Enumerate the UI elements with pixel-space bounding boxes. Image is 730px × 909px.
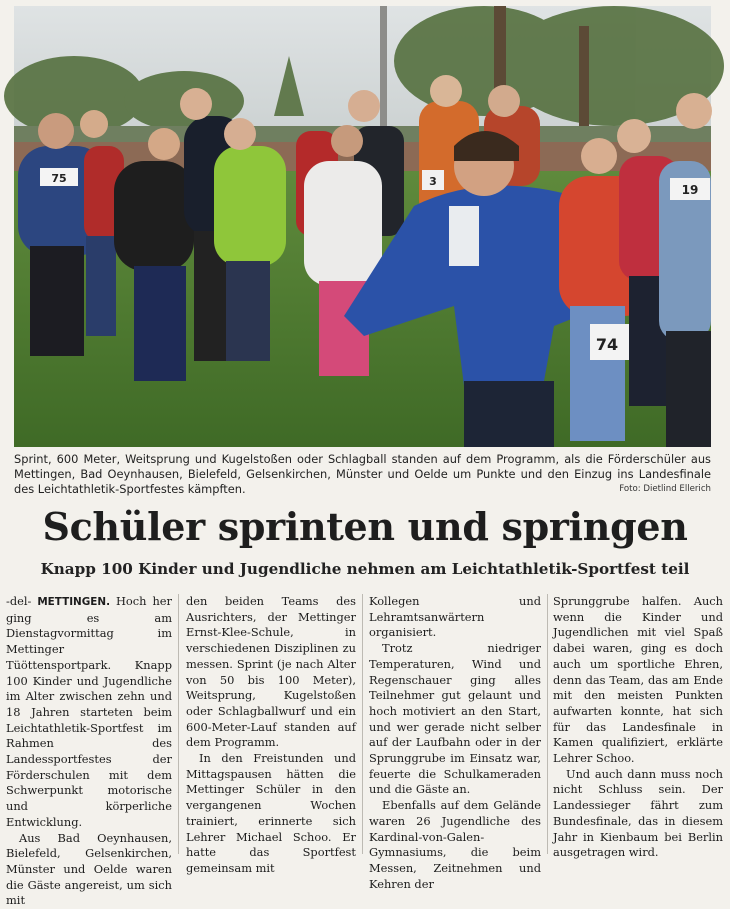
article-photo xyxy=(14,6,711,447)
paragraph: Kollegen und Lehramtsanwärtern organisiert. xyxy=(369,594,541,640)
column-divider xyxy=(547,594,548,854)
paragraph: Ebenfalls auf dem Gelände waren 26 Jugendliche des Kardinal-von-Galen-Gymnasiums, die beim Messen, Zeitnehmen und Kehren der xyxy=(369,798,541,891)
dateline-location: METTINGEN. xyxy=(37,596,111,608)
article-column-4 xyxy=(553,594,723,860)
bib-number: 74 xyxy=(595,335,619,354)
subheadline: Knapp 100 Kinder und Jugendliche nehmen am Leichtathletik-Sportfest teil xyxy=(40,560,690,578)
paragraph: Und auch dann muss noch nicht Schluss sein. Der Landessieger fährt zum Bundesfinale, das in diesem Jahr in Kienbaum bei Berlin ausgetragen wird. xyxy=(553,766,723,860)
bib-number: 19 xyxy=(681,183,699,197)
bib-number: 75 xyxy=(51,172,67,185)
photo-credit: Foto: Dietlind Ellerich xyxy=(619,484,711,494)
paragraph: Aus Bad Oeynhausen, Bielefeld, Gelsenkirchen, Münster und Oelde waren die Gäste angereist, um sich mit xyxy=(6,830,172,908)
bib-number: 3 xyxy=(429,175,437,188)
paragraph: In den Freistunden und Mittagspausen hätten die Mettinger Schüler in den vergangenen Wochen trainiert, erinnerte sich Lehrer Michael Schoo. Er hatte das Sportfest gemeinsam mit xyxy=(186,751,356,875)
photo-illustration xyxy=(14,6,711,447)
paragraph: den beiden Teams des Ausrichters, der Mettinger Ernst-Klee-Schule, in verschiedenen Disziplinen zu messen. Sprint (je nach Alter von 50 bis 100 Meter), Weitsprung, Kugelstoßen oder Schlagballwurf und ein 600-Meter-Lauf standen auf dem Programm. xyxy=(186,594,356,750)
paragraph: Trotz niedriger Temperaturen, Wind und Regenschauer ging alles Teilnehmer gut gelaunt und hoch motiviert an den Start, und wer gerade nicht selber auf der Laufbahn oder in der Sprunggrube im Einsatz war, feuerte die Schulkameraden und die Gäste an. xyxy=(369,641,541,797)
dateline-prefix: -del- xyxy=(6,594,32,608)
paragraph: Hoch her ging es am Dienstagvormittag im Mettinger Tüöttensportpark. Knapp 100 Kinder und Jugendliche im Alter zwischen zehn und 18 Jahren starteten beim Leichtathletik-Sportfest im Rahmen des Landessportfestes der Förderschulen mit dem Schwerpunkt motorische und körperliche Entwicklung. xyxy=(6,594,172,829)
article-column-2 xyxy=(186,594,356,875)
headline: Schüler sprinten und springen xyxy=(42,504,688,549)
article-column-1 xyxy=(6,594,172,908)
paragraph: Sprunggrube halfen. Auch wenn die Kinder und Jugendlichen mit viel Spaß dabei waren, ging es doch auch um sportliche Ehren, denn das Team, das am Ende mit den meisten Punkten aufwarten konnte, hat sich für das Landesfinale in Kamen qualifiziert, erklärte Lehrer Schoo. xyxy=(553,594,723,766)
article-column-3 xyxy=(369,594,541,891)
photo-caption: Sprint, 600 Meter, Weitsprung und Kugelstoßen oder Schlagball standen auf dem Programm, als die Förderschüler aus Mettingen, Bad Oeynhausen, Bielefeld, Gelsenkirchen, Münster und Oelde um Punkte und den Einzug ins Landesfinale des Leichtathletik-Sportfestes kämpften. xyxy=(14,452,711,497)
column-divider xyxy=(178,594,179,854)
column-divider xyxy=(362,594,363,854)
